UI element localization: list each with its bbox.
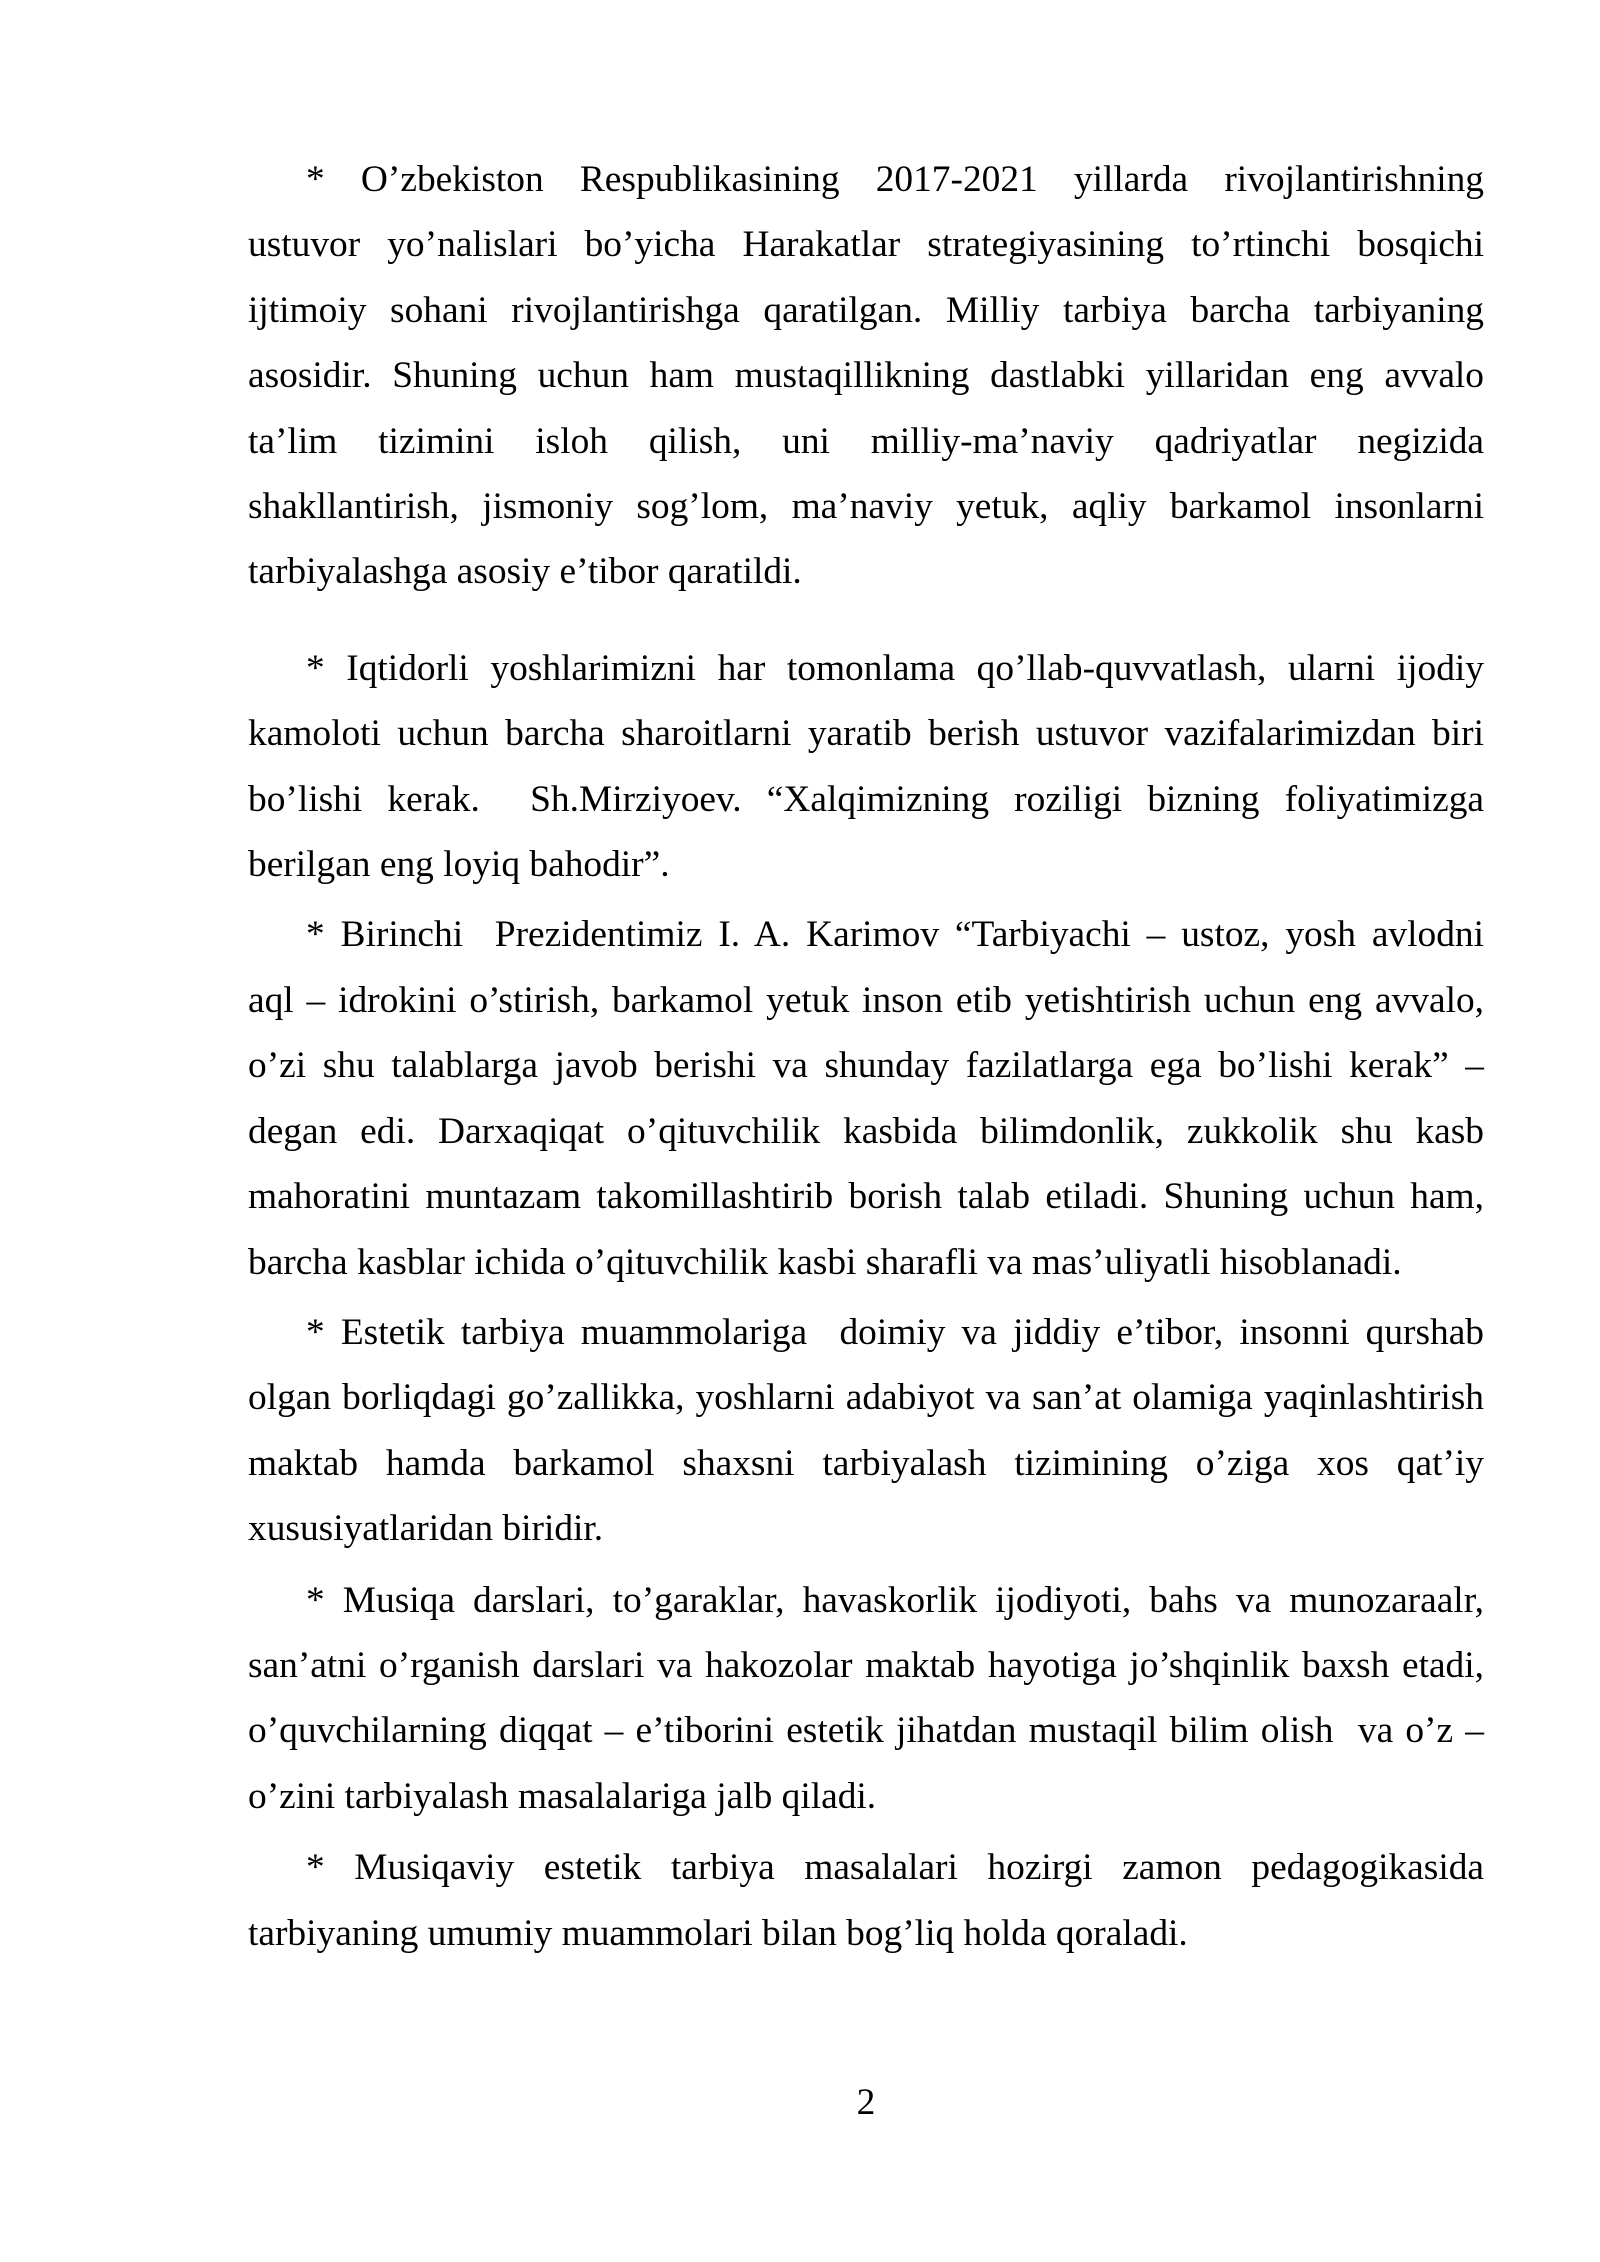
paragraph-3 <box>248 902 1484 1294</box>
text-line: maktab hamda barkamol shaxsni tarbiyalash tizimining o’ziga xos qat’iy <box>248 1442 1484 1484</box>
page-number: 2 <box>856 2082 876 2123</box>
text-line: o’zi shu talablarga javob berishi va shunday fazilatlarga ega bo’lishi kerak” – <box>248 1045 1484 1087</box>
text-line: ijtimoiy sohani rivojlantirishga qaratilgan. Milliy tarbiya barcha tarbiyaning <box>248 289 1484 331</box>
text-line: * Estetik tarbiya muammolariga doimiy va jiddiy e’tibor, insonni qurshab <box>306 1311 1484 1353</box>
text-line: olgan borliqdagi go’zallikka, yoshlarni adabiyot va san’at olamiga yaqinlashtirish <box>248 1377 1484 1419</box>
text-line: aql – idrokini o’stirish, barkamol yetuk inson etib yetishtirish uchun eng avvalo, <box>248 979 1484 1021</box>
text-line: tarbiyalashga asosiy e’tibor qaratildi. <box>248 551 802 593</box>
text-line: degan edi. Darxaqiqat o’qituvchilik kasbida bilimdonlik, zukkolik shu kasb <box>248 1110 1484 1152</box>
text-line: asosidir. Shuning uchun ham mustaqillikning dastlabki yillaridan eng avvalo <box>248 355 1484 397</box>
text-line: ustuvor yo’nalislari bo’yicha Harakatlar strategiyasining to’rtinchi bosqichi <box>248 224 1484 266</box>
paragraph-1 <box>248 147 1484 605</box>
text-line: o’zini tarbiyalash masalalariga jalb qiladi. <box>248 1775 877 1817</box>
paragraph-2 <box>248 636 1484 898</box>
text-line: * Musiqa darslari, to’garaklar, havaskorlik ijodiyoti, bahs va munozaraalr, <box>306 1579 1484 1621</box>
document-body <box>248 147 1484 1966</box>
text-line: ta’lim tizimini isloh qilish, uni milliy-ma’naviy qadriyatlar negizida <box>248 420 1484 462</box>
text-line: barcha kasblar ichida o’qituvchilik kasbi sharafli va mas’uliyatli hisoblanadi. <box>248 1241 1402 1283</box>
paragraph-6 <box>248 1835 1484 1966</box>
paragraph-5 <box>248 1568 1484 1830</box>
text-line: kamoloti uchun barcha sharoitlarni yaratib berish ustuvor vazifalarimizdan biri <box>248 713 1484 755</box>
text-line: san’atni o’rganish darslari va hakozolar maktab hayotiga jo’shqinlik baxsh etadi, <box>248 1644 1484 1686</box>
paragraph-4 <box>248 1300 1484 1562</box>
text-line: o’quvchilarning diqqat – e’tiborini estetik jihatdan mustaqil bilim olish va o’z – <box>248 1710 1484 1752</box>
text-line: * Birinchi Prezidentimiz I. A. Karimov “Tarbiyachi – ustoz, yosh avlodni <box>306 914 1484 956</box>
text-line: shakllantirish, jismoniy sog’lom, ma’naviy yetuk, aqliy barkamol insonlarni <box>248 486 1484 528</box>
text-line: mahoratini muntazam takomillashtirib borish talab etiladi. Shuning uchun ham, <box>248 1176 1484 1218</box>
text-line: * Iqtidorli yoshlarimizni har tomonlama qo’llab-quvvatlash, ularni ijodiy <box>306 647 1484 689</box>
text-line: berilgan eng loyiq bahodir”. <box>248 844 670 886</box>
text-line: * Musiqaviy estetik tarbiya masalalari hozirgi zamon pedagogikasida <box>306 1847 1484 1889</box>
text-line: tarbiyaning umumiy muammolari bilan bog’liq holda qoraladi. <box>248 1912 1188 1954</box>
text-line: xususiyatlaridan biridir. <box>248 1508 604 1550</box>
text-line: * O’zbekiston Respublikasining 2017-2021 yillarda rivojlantirishning <box>306 159 1484 200</box>
text-line: bo’lishi kerak. Sh.Mirziyoev. “Xalqimizning roziligi bizning foliyatimizga <box>248 778 1484 820</box>
